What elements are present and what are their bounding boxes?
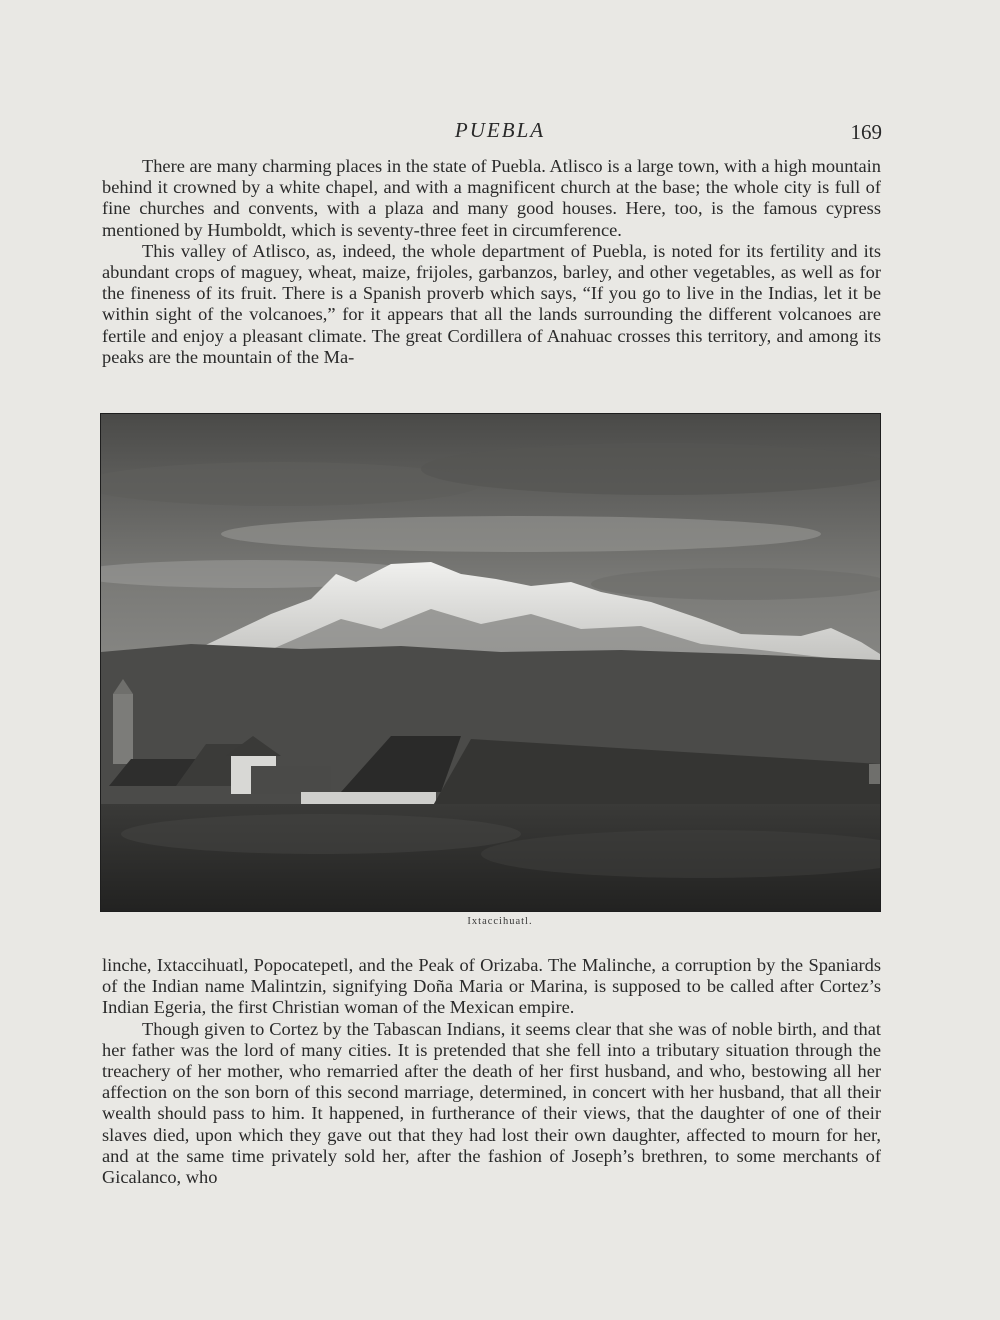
photograph-plate (100, 413, 881, 912)
paragraph: This valley of Atlisco, as, indeed, the whole department of Puebla, is noted for its fertility and its abundant crops of maguey, wheat, maize, frijoles, garbanzos, barley, and other vegetables, as well as for the fineness of its fruit. There is a Spanish proverb which says, “If you go to live in the Indias, let it be within sight of the volcanoes,” for it appears that all the lands surrounding the different volcanoes are fertile and enjoy a pleasant climate. The great Cordillera of Anahuac crosses this territory, and among its peaks are the mountain of the Ma- (102, 240, 881, 367)
paragraph: There are many charming places in the state of Puebla. Atlisco is a large town, with a high mountain behind it crowned by a white chapel, and with a magnificent church at the base; the whole city is full of fine churches and convents, with a plaza and many good houses. Here, too, is the famous cypress mentioned by Humboldt, which is seventy-three feet in circumference. (102, 156, 881, 240)
body-text-top (102, 156, 881, 368)
paragraph: Though given to Cortez by the Tabascan Indians, it seems clear that she was of noble birth, and that her father was the lord of many cities. It is pretended that she fell into a tributary situation through the treachery of her mother, who remarried after the death of her first husband, and who, bestowing all her affection on the son born of this second marriage, determined, in concert with her husband, that all their wealth should pass to him. It happened, in furtherance of their views, that the daughter of one of their slaves died, upon which they gave out that they had lost their own daughter, affected to mourn for her, and at the same time privately sold her, after the fashion of Joseph’s brethren, to some merchants of Gicalanco, who (102, 1018, 881, 1188)
running-header (0, 118, 1000, 148)
running-title: PUEBLA (454, 118, 546, 142)
mountain-photograph (101, 414, 880, 911)
body-text-bottom (102, 955, 881, 1188)
figure-caption: Ixtaccihuatl. (467, 916, 533, 927)
paragraph: linche, Ixtaccihuatl, Popocatepetl, and the Peak of Orizaba. The Malinche, a corruption by the Spaniards of the Indian name Malintzin, signifying Doña Maria or Marina, is supposed to be called after Cortez’s Indian Egeria, the first Christian woman of the Mexican empire. (102, 955, 881, 1018)
page-number: 169 (850, 120, 882, 144)
